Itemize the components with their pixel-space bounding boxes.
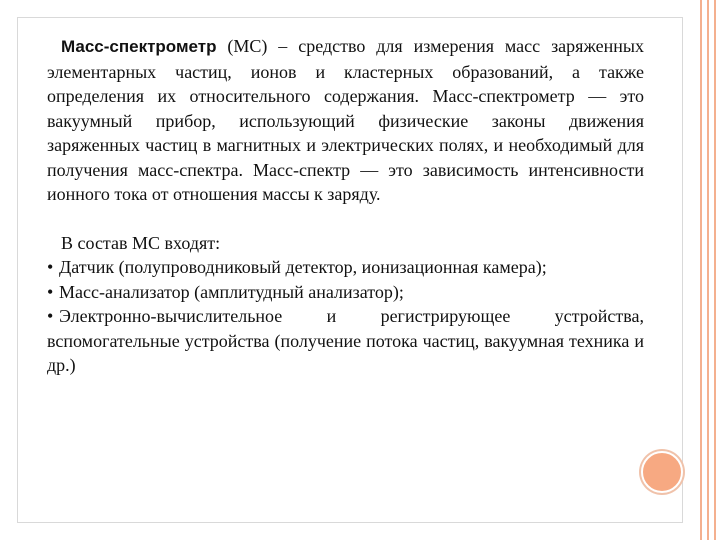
- list-item-text: Масс-анализатор (амплитудный анализатор);: [59, 281, 404, 302]
- paragraph-spacer: [47, 207, 644, 231]
- composition-intro: В состав МС входят:: [61, 232, 221, 253]
- list-item-text: Датчик (полупроводниковый детектор, ионизационная камера);: [59, 257, 547, 277]
- side-rule: [700, 0, 702, 540]
- bullet-icon: •: [47, 281, 54, 302]
- bullet-icon: •: [47, 257, 54, 277]
- composition-list: [47, 255, 644, 378]
- side-rule: [707, 0, 709, 540]
- list-item: [47, 255, 644, 280]
- bullet-icon: •: [47, 306, 54, 326]
- list-item-text: Электронно-вычислительное и регистрирующее устройства, вспомогательные устройства (получение потока частиц, вакуумная техника и др.): [47, 306, 644, 375]
- slide-content: [47, 34, 644, 378]
- list-item: [47, 280, 644, 305]
- definition-text: (МС) – средство для измерения масс заряженных элементарных частиц, ионов и кластерных образований, а также определения их относительного содержания. Масс-спектрометр — это вакуумный прибор, использующий физические законы движения заряженных частиц в магнитных и электрических полях, и необходимый для получения масс-спектра. Масс-спектр — это зависимость интенсивности ионного тока от отношения массы к заряду.: [47, 36, 644, 204]
- definition-term: Масс-спектрометр: [61, 37, 217, 56]
- definition-paragraph: [47, 34, 644, 207]
- accent-circle: [641, 451, 683, 493]
- side-rule: [714, 0, 716, 540]
- list-item: [47, 304, 644, 378]
- decorative-side-rules: [696, 0, 720, 540]
